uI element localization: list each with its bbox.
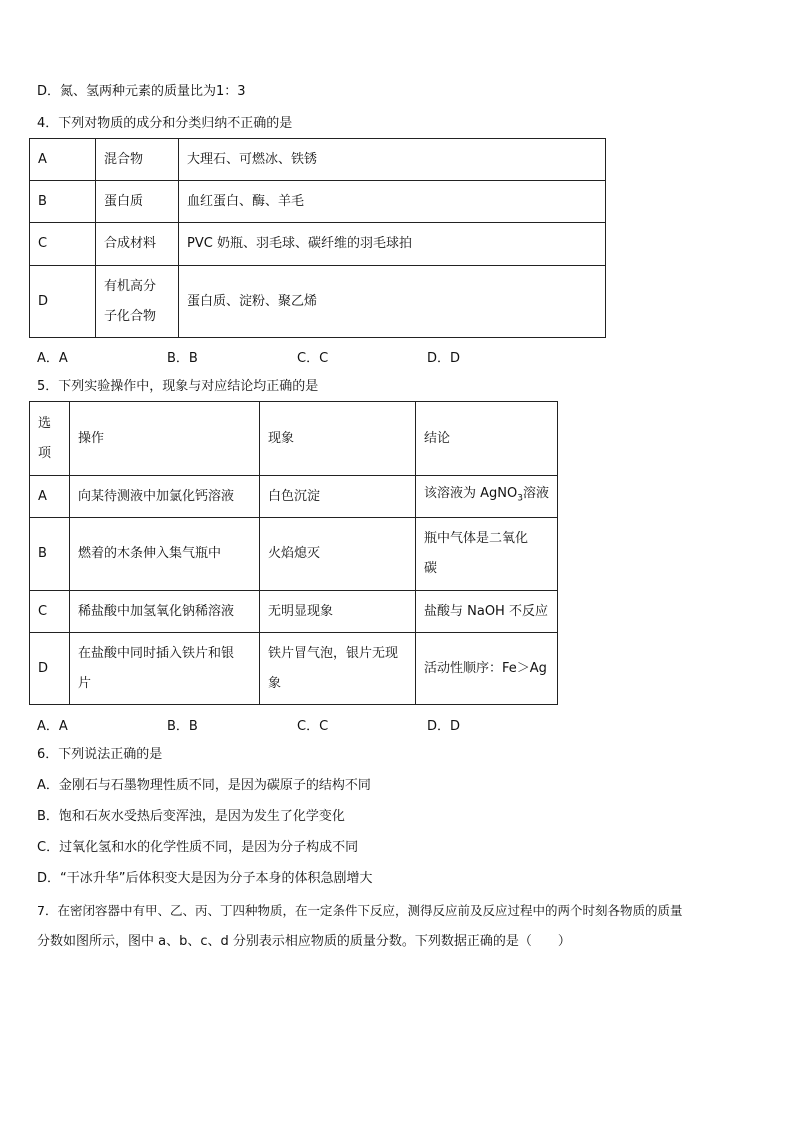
table-row bbox=[30, 266, 606, 338]
q5-stem: 5．下列实验操作中，现象与对应结论均正确的是 bbox=[37, 379, 319, 394]
q4-row-a-category: 混合物 bbox=[96, 139, 179, 181]
q7-stem-line2: 分数如图所示，图中 a、b、c、d 分别表示相应物质的质量分数。下列数据正确的是（ ） bbox=[37, 934, 571, 949]
q4-row-a-items: 大理石、可燃冰、铁锈 bbox=[179, 139, 606, 181]
q5-row-a-operation: 向某待测液中加氯化钙溶液 bbox=[70, 476, 260, 518]
table-row bbox=[30, 591, 558, 633]
q6-option-b: B．饱和石灰水受热后变浑浊，是因为发生了化学变化 bbox=[37, 809, 345, 824]
q5-header-phenomenon: 现象 bbox=[260, 402, 416, 476]
q4-row-d-letter: D bbox=[30, 266, 96, 338]
q5-row-a-phenomenon: 白色沉淀 bbox=[260, 476, 416, 518]
q5-row-c-conclusion: 盐酸与 NaOH 不反应 bbox=[416, 591, 558, 633]
q4-row-c-letter: C bbox=[30, 223, 96, 266]
q5-row-b-phenomenon: 火焰熄灭 bbox=[260, 518, 416, 591]
table-row bbox=[30, 402, 558, 476]
q5-row-d-operation-line1: 在盐酸中同时插入铁片和银 bbox=[78, 645, 235, 661]
q6-option-c: C．过氧化氢和水的化学性质不同，是因为分子构成不同 bbox=[37, 840, 359, 855]
q4-stem: 4．下列对物质的成分和分类归纳不正确的是 bbox=[37, 116, 293, 131]
q4-row-c-category: 合成材料 bbox=[96, 223, 179, 266]
q4-row-d-category-line2: 子化合物 bbox=[104, 308, 157, 324]
q6-option-d: D．“干冰升华”后体积变大是因为分子本身的体积急剧增大 bbox=[37, 871, 373, 886]
q5-header-option-line2: 项 bbox=[38, 445, 52, 461]
q5-table bbox=[29, 401, 558, 705]
q6-stem: 6．下列说法正确的是 bbox=[37, 747, 163, 762]
table-row bbox=[30, 476, 558, 518]
q5-row-b-conclusion-line1: 瓶中气体是二氧化 bbox=[424, 531, 529, 546]
q5-row-d-operation bbox=[70, 633, 260, 705]
q5-row-c-letter: C bbox=[30, 591, 70, 633]
q5-option-b: B．B bbox=[167, 719, 198, 734]
q5-header-operation: 操作 bbox=[70, 402, 260, 476]
q5-row-d-conclusion: 活动性顺序：Fe＞Ag bbox=[416, 633, 558, 705]
q5-option-c: C．C bbox=[297, 719, 329, 734]
q5-option-d: D．D bbox=[427, 719, 461, 734]
q5-row-d-phenomenon-line1: 铁片冒气泡，银片无现 bbox=[268, 645, 399, 661]
q5-row-a-letter: A bbox=[30, 476, 70, 518]
table-row bbox=[30, 139, 606, 181]
q5-row-d-phenomenon bbox=[260, 633, 416, 705]
q5-row-c-operation: 稀盐酸中加氢氧化钠稀溶液 bbox=[70, 591, 260, 633]
q5-header-option bbox=[30, 402, 70, 476]
q4-options bbox=[37, 347, 557, 366]
q5-row-a-conclusion-pre: 该溶液为 AgNO bbox=[424, 486, 518, 502]
table-row bbox=[30, 633, 558, 705]
q5-row-b-letter: B bbox=[30, 518, 70, 591]
q4-row-d-category-line1: 有机高分 bbox=[104, 278, 157, 294]
q5-row-a-conclusion-sub: 3 bbox=[517, 493, 523, 504]
q5-row-a-conclusion-post: 溶液 bbox=[522, 486, 549, 502]
q5-row-a-conclusion bbox=[416, 476, 558, 518]
table-row bbox=[30, 518, 558, 591]
q7-stem-line1: 7．在密闭容器中有甲、乙、丙、丁四种物质，在一定条件下反应，测得反应前及反应过程中的两个时刻各物质的质量 bbox=[37, 903, 683, 918]
q3-option-d: D．氮、氢两种元素的质量比为1：3 bbox=[37, 84, 246, 99]
q5-row-d-operation-line2: 片 bbox=[78, 675, 92, 691]
q5-row-c-phenomenon: 无明显现象 bbox=[260, 591, 416, 633]
q5-options bbox=[37, 715, 557, 734]
q5-header-conclusion: 结论 bbox=[416, 402, 558, 476]
q4-row-b-letter: B bbox=[30, 181, 96, 223]
q4-row-a-letter: A bbox=[30, 139, 96, 181]
q4-row-b-items: 血红蛋白、酶、羊毛 bbox=[179, 181, 606, 223]
q4-option-a: A．A bbox=[37, 351, 68, 366]
q6-option-a: A．金刚石与石墨物理性质不同，是因为碳原子的结构不同 bbox=[37, 778, 371, 793]
q5-row-b-conclusion-line2: 碳 bbox=[424, 561, 438, 576]
q4-option-d: D．D bbox=[427, 351, 461, 366]
q5-option-a: A．A bbox=[37, 719, 68, 734]
q4-row-c-items: PVC 奶瓶、羽毛球、碳纤维的羽毛球拍 bbox=[179, 223, 606, 266]
q5-header-option-line1: 选 bbox=[38, 415, 52, 431]
q4-option-b: B．B bbox=[167, 351, 198, 366]
q4-row-d-category bbox=[96, 266, 179, 338]
q4-row-d-items: 蛋白质、淀粉、聚乙烯 bbox=[179, 266, 606, 338]
q5-row-d-letter: D bbox=[30, 633, 70, 705]
q4-row-b-category: 蛋白质 bbox=[96, 181, 179, 223]
table-row bbox=[30, 181, 606, 223]
q4-option-c: C．C bbox=[297, 351, 329, 366]
q5-row-d-phenomenon-line2: 象 bbox=[268, 675, 282, 691]
q5-row-b-operation: 燃着的木条伸入集气瓶中 bbox=[70, 518, 260, 591]
table-row bbox=[30, 223, 606, 266]
q4-table bbox=[29, 138, 606, 338]
q5-row-b-conclusion bbox=[416, 518, 558, 591]
